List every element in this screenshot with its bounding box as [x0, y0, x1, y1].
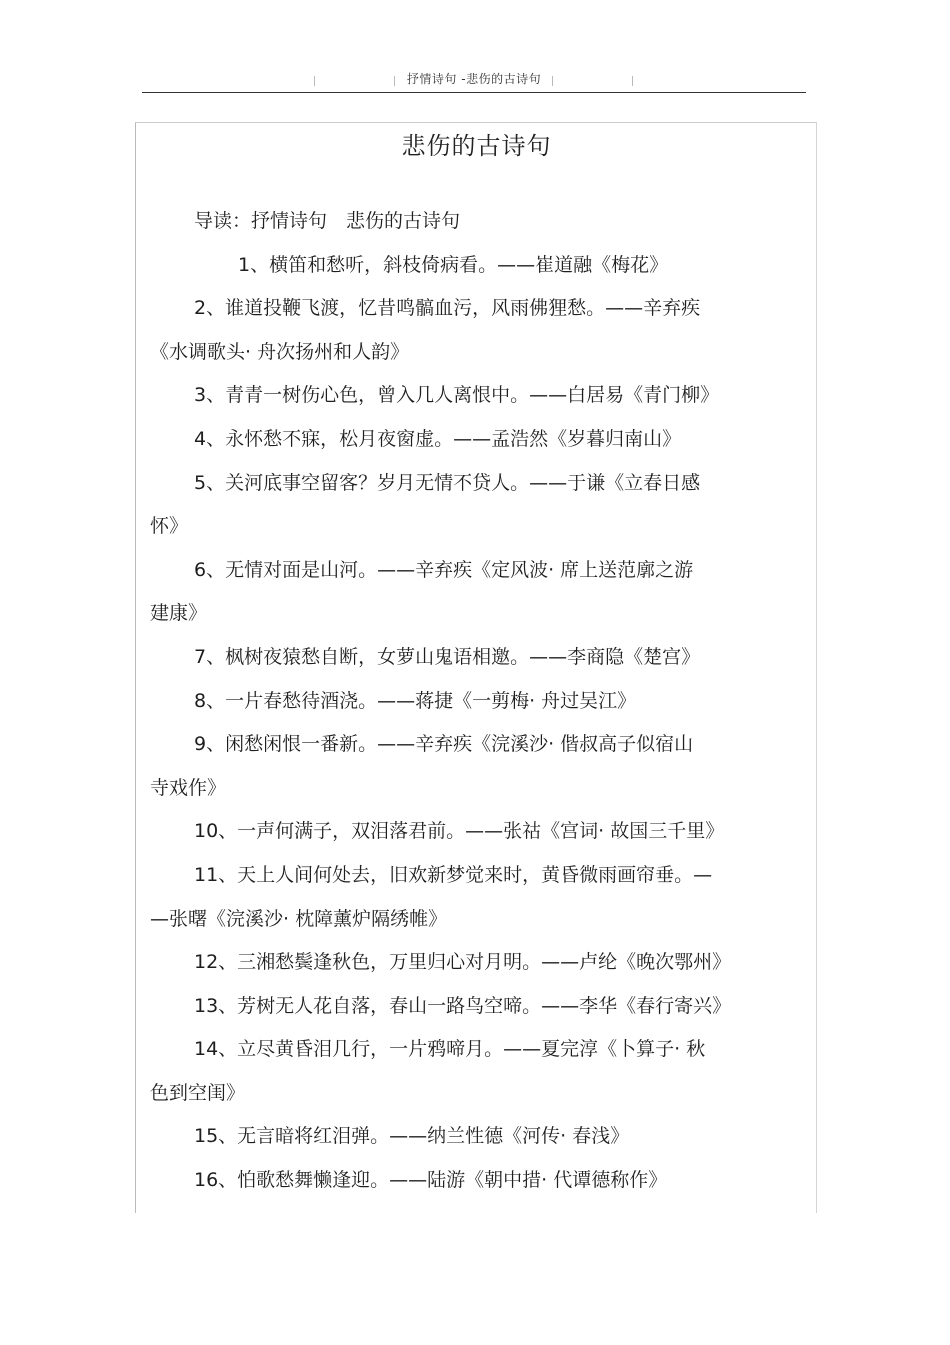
poem-line-continuation: —张曙《浣溪沙· 枕障薰炉隔绣帷》	[150, 907, 448, 930]
poem-line: 11、天上人间何处去，旧欢新梦觉来时，黄昏微雨画帘垂。—	[194, 863, 713, 886]
poem-line-continuation: 色到空闺》	[150, 1081, 246, 1104]
poem-list	[150, 200, 770, 1203]
poem-line: 4、永怀愁不寐，松月夜窗虚。——孟浩然《岁暮归南山》	[194, 427, 682, 450]
page-title: 悲伤的古诗句	[401, 132, 552, 160]
poem-line: 15、无言暗将红泪弹。——纳兰性德《河传· 春浅》	[194, 1125, 630, 1148]
poem-line: 14、立尽黄昏泪几行，一片鸦啼月。——夏完淳《卜算子· 秋	[194, 1038, 706, 1061]
intro-line: 导读：抒情诗句 悲伤的古诗句	[194, 210, 461, 232]
poem-line-continuation: 怀》	[150, 515, 189, 538]
poem-line: 12、三湘愁鬓逢秋色，万里归心对月明。——卢纶《晚次鄂州》	[194, 951, 732, 974]
poem-line: 8、一片春愁待酒浇。——蒋捷《一剪梅· 舟过吴江》	[194, 689, 637, 712]
poem-line: 13、芳树无人花自落，春山一路鸟空啼。——李华《春行寄兴》	[194, 994, 732, 1017]
poem-line: 10、一声何满子，双泪落君前。——张祜《宫词· 故国三千里》	[194, 820, 725, 843]
poem-line: 16、怕歌愁舞懒逢迎。——陆游《朝中措· 代谭德称作》	[194, 1169, 668, 1192]
poem-line: 5、关河底事空留客？岁月无情不贷人。——于谦《立春日感	[194, 471, 701, 494]
poem-line: 2、谁道投鞭飞渡，忆昔鸣髇血污，风雨佛狸愁。——辛弃疾	[194, 297, 701, 320]
page-header	[142, 66, 806, 93]
poem-line-continuation: 《水调歌头· 舟次扬州和人韵》	[150, 340, 410, 363]
poem-line: 6、无情对面是山河。——辛弃疾《定风波· 席上送范廓之游	[194, 558, 694, 581]
poem-line: 7、枫树夜猿愁自断，女萝山鬼语相邀。——李商隐《楚宫》	[194, 645, 701, 668]
header-tick-mid-right	[552, 76, 553, 86]
header-text: 抒情诗句 -悲伤的古诗句	[406, 72, 542, 86]
poem-line: 1、横笛和愁听，斜枝倚病看。——崔道融《梅花》	[238, 253, 669, 276]
poem-line: 3、青青一树伤心色，曾入几人离恨中。——白居易《青门柳》	[194, 384, 720, 407]
header-tick-right	[632, 76, 633, 86]
poem-line-continuation: 建康》	[150, 602, 208, 625]
poem-line: 9、闲愁闲恨一番新。——辛弃疾《浣溪沙· 偕叔高子似宿山	[194, 733, 694, 756]
poem-line-continuation: 寺戏作》	[150, 776, 227, 799]
